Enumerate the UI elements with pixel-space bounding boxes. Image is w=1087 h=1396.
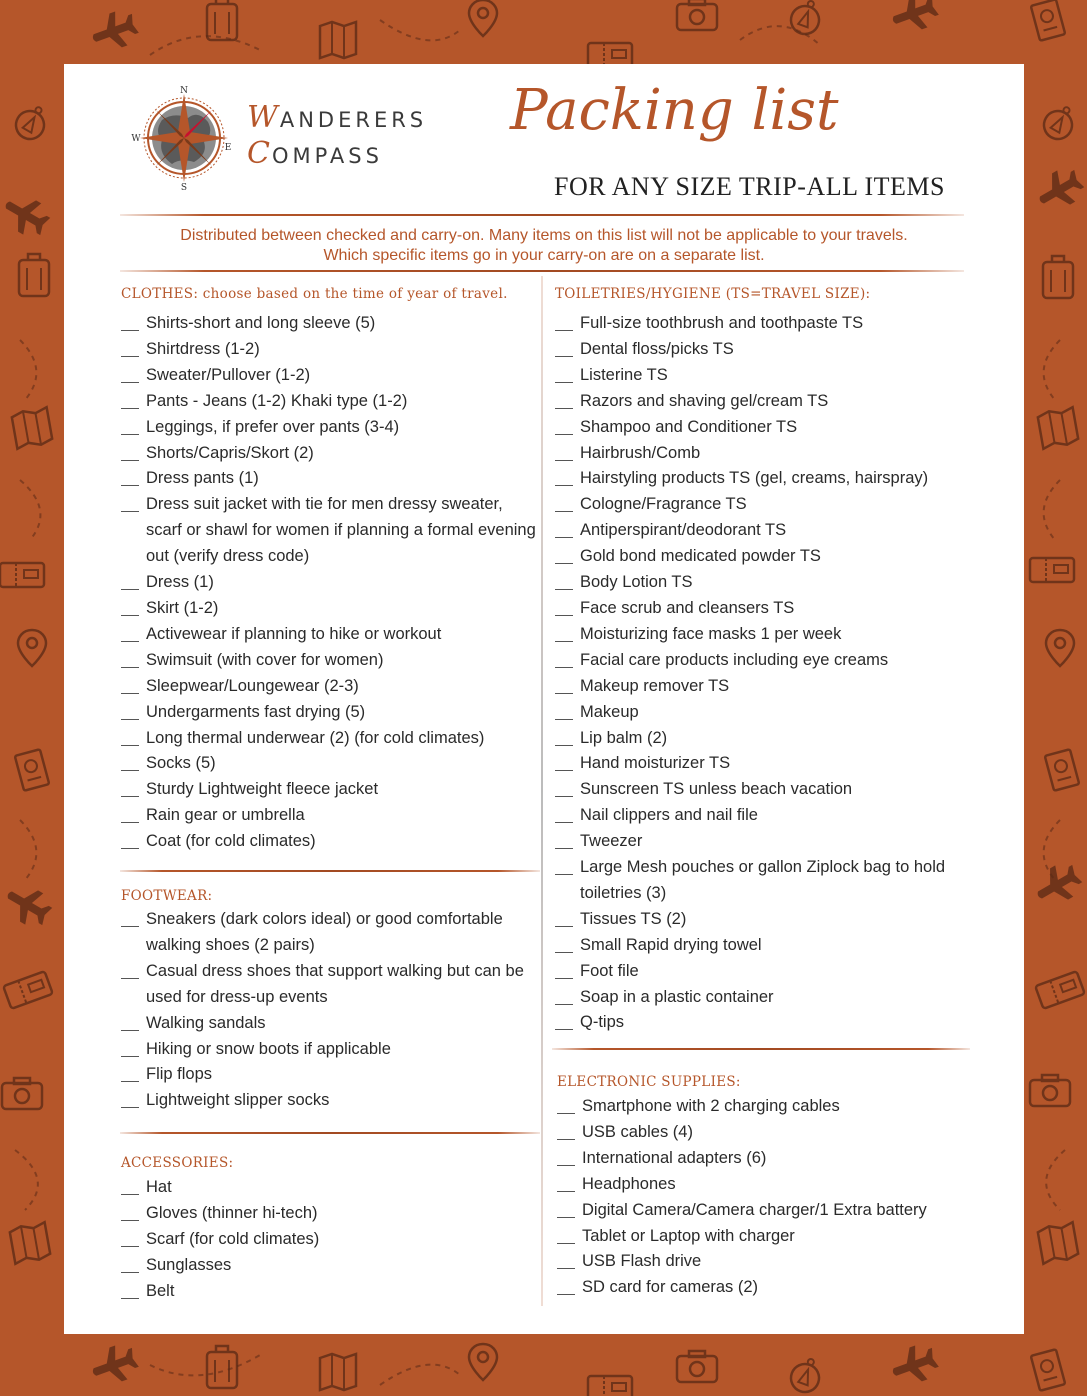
clothes-item: Socks (5) bbox=[121, 751, 536, 777]
electronics-item: Smartphone with 2 charging cables bbox=[557, 1094, 967, 1120]
toiletries-item: Nail clippers and nail file bbox=[555, 803, 965, 829]
electronics-item: SD card for cameras (2) bbox=[557, 1275, 967, 1301]
toiletries-item: Tweezer bbox=[555, 829, 965, 855]
clothes-item: Rain gear or umbrella bbox=[121, 803, 536, 829]
clothes-item: Sleepwear/Loungewear (2-3) bbox=[121, 674, 536, 700]
accessories-list bbox=[121, 1175, 536, 1305]
accessories-item: Scarf (for cold climates) bbox=[121, 1227, 536, 1253]
brand-line-1 bbox=[247, 100, 427, 135]
page-subtitle: FOR ANY SIZE TRIP-ALL ITEMS bbox=[554, 172, 945, 201]
toiletries-item: Gold bond medicated powder TS bbox=[555, 544, 965, 570]
toiletries-item: Antiperspirant/deodorant TS bbox=[555, 518, 965, 544]
toiletries-item: Small Rapid drying towel bbox=[555, 933, 965, 959]
toiletries-item: Moisturizing face masks 1 per week bbox=[555, 622, 965, 648]
electronics-item: Headphones bbox=[557, 1172, 967, 1198]
footwear-item: Hiking or snow boots if applicable bbox=[121, 1037, 536, 1063]
divider-toiletries bbox=[552, 1048, 970, 1050]
toiletries-item: Cologne/Fragrance TS bbox=[555, 492, 965, 518]
divider-top bbox=[120, 214, 964, 216]
clothes-item: Sweater/Pullover (1-2) bbox=[121, 363, 536, 389]
toiletries-item: Large Mesh pouches or gallon Ziplock bag to hold toiletries (3) bbox=[555, 855, 965, 907]
clothes-heading: CLOTHES: choose based on the time of year of travel. bbox=[121, 286, 508, 302]
compass-s-label: S bbox=[180, 183, 188, 193]
toiletries-item: Shampoo and Conditioner TS bbox=[555, 415, 965, 441]
brand-initial-c: C bbox=[247, 136, 270, 171]
toiletries-item: Hand moisturizer TS bbox=[555, 751, 965, 777]
column-divider bbox=[541, 276, 543, 1306]
clothes-item: Sturdy Lightweight fleece jacket bbox=[121, 777, 536, 803]
compass-w-label: W bbox=[131, 134, 141, 144]
packing-list-sheet bbox=[64, 64, 1024, 1334]
footwear-item: Flip flops bbox=[121, 1062, 536, 1088]
clothes-item: Long thermal underwear (2) (for cold climates) bbox=[121, 726, 536, 752]
clothes-item: Dress (1) bbox=[121, 570, 536, 596]
clothes-item: Shirts-short and long sleeve (5) bbox=[121, 311, 536, 337]
divider-footwear bbox=[120, 1132, 540, 1134]
brand-word-anderers: ANDERERS bbox=[279, 108, 428, 132]
toiletries-item: Razors and shaving gel/cream TS bbox=[555, 389, 965, 415]
footwear-item: Casual dress shoes that support walking but can be used for dress-up events bbox=[121, 959, 536, 1011]
electronics-list bbox=[557, 1094, 967, 1301]
clothes-list bbox=[121, 311, 536, 855]
footwear-item: Sneakers (dark colors ideal) or good comfortable walking shoes (2 pairs) bbox=[121, 907, 536, 959]
toiletries-item: Facial care products including eye creams bbox=[555, 648, 965, 674]
toiletries-item: Lip balm (2) bbox=[555, 726, 965, 752]
accessories-item: Sunglasses bbox=[121, 1253, 536, 1279]
clothes-item: Swimsuit (with cover for women) bbox=[121, 648, 536, 674]
toiletries-list bbox=[555, 311, 965, 1036]
page-title-script: Packing list bbox=[510, 78, 839, 143]
brand-initial-w: W bbox=[247, 100, 278, 135]
footwear-item: Walking sandals bbox=[121, 1011, 536, 1037]
toiletries-item: Q-tips bbox=[555, 1010, 965, 1036]
clothes-item: Pants - Jeans (1-2) Khaki type (1-2) bbox=[121, 389, 536, 415]
toiletries-item: Makeup remover TS bbox=[555, 674, 965, 700]
toiletries-item: Hairstyling products TS (gel, creams, hairspray) bbox=[555, 466, 965, 492]
intro-line-1: Distributed between checked and carry-on. Many items on this list will not be applicable to your travels. bbox=[180, 227, 908, 244]
toiletries-heading: TOILETRIES/HYGIENE (TS=TRAVEL SIZE): bbox=[555, 286, 871, 302]
brand-word-ompass: OMPASS bbox=[271, 144, 383, 168]
accessories-item: Gloves (thinner hi-tech) bbox=[121, 1201, 536, 1227]
toiletries-item: Sunscreen TS unless beach vacation bbox=[555, 777, 965, 803]
clothes-item: Undergarments fast drying (5) bbox=[121, 700, 536, 726]
electronics-item: USB Flash drive bbox=[557, 1249, 967, 1275]
electronics-item: International adapters (6) bbox=[557, 1146, 967, 1172]
toiletries-item: Tissues TS (2) bbox=[555, 907, 965, 933]
toiletries-item: Makeup bbox=[555, 700, 965, 726]
accessories-item: Belt bbox=[121, 1279, 536, 1305]
compass-logo-icon bbox=[131, 86, 234, 193]
toiletries-item: Foot file bbox=[555, 959, 965, 985]
toiletries-item: Soap in a plastic container bbox=[555, 985, 965, 1011]
brand-line-2 bbox=[247, 136, 383, 171]
divider-clothes bbox=[120, 870, 540, 872]
clothes-item: Coat (for cold climates) bbox=[121, 829, 536, 855]
toiletries-item: Body Lotion TS bbox=[555, 570, 965, 596]
clothes-item: Skirt (1-2) bbox=[121, 596, 536, 622]
accessories-item: Hat bbox=[121, 1175, 536, 1201]
clothes-item: Shorts/Capris/Skort (2) bbox=[121, 441, 536, 467]
toiletries-item: Dental floss/picks TS bbox=[555, 337, 965, 363]
toiletries-item: Listerine TS bbox=[555, 363, 965, 389]
divider-intro bbox=[120, 270, 964, 272]
toiletries-item: Face scrub and cleansers TS bbox=[555, 596, 965, 622]
intro-line-2: Which specific items go in your carry-on are on a separate list. bbox=[323, 247, 765, 264]
clothes-item: Leggings, if prefer over pants (3-4) bbox=[121, 415, 536, 441]
accessories-heading: ACCESSORIES: bbox=[121, 1155, 234, 1171]
clothes-item: Activewear if planning to hike or workout bbox=[121, 622, 536, 648]
electronics-heading: ELECTRONIC SUPPLIES: bbox=[557, 1074, 741, 1090]
toiletries-item: Full-size toothbrush and toothpaste TS bbox=[555, 311, 965, 337]
footwear-list bbox=[121, 907, 536, 1114]
electronics-item: USB cables (4) bbox=[557, 1120, 967, 1146]
clothes-item: Dress suit jacket with tie for men dressy sweater, scarf or shawl for women if planning a formal evening out (verify dress code) bbox=[121, 492, 536, 570]
footwear-heading: FOOTWEAR: bbox=[121, 888, 213, 904]
footwear-item: Lightweight slipper socks bbox=[121, 1088, 536, 1114]
toiletries-item: Hairbrush/Comb bbox=[555, 441, 965, 467]
clothes-item: Shirtdress (1-2) bbox=[121, 337, 536, 363]
compass-e-label: E bbox=[224, 143, 232, 153]
clothes-item: Dress pants (1) bbox=[121, 466, 536, 492]
electronics-item: Tablet or Laptop with charger bbox=[557, 1224, 967, 1250]
compass-n-label: N bbox=[180, 86, 188, 96]
electronics-item: Digital Camera/Camera charger/1 Extra battery bbox=[557, 1198, 967, 1224]
